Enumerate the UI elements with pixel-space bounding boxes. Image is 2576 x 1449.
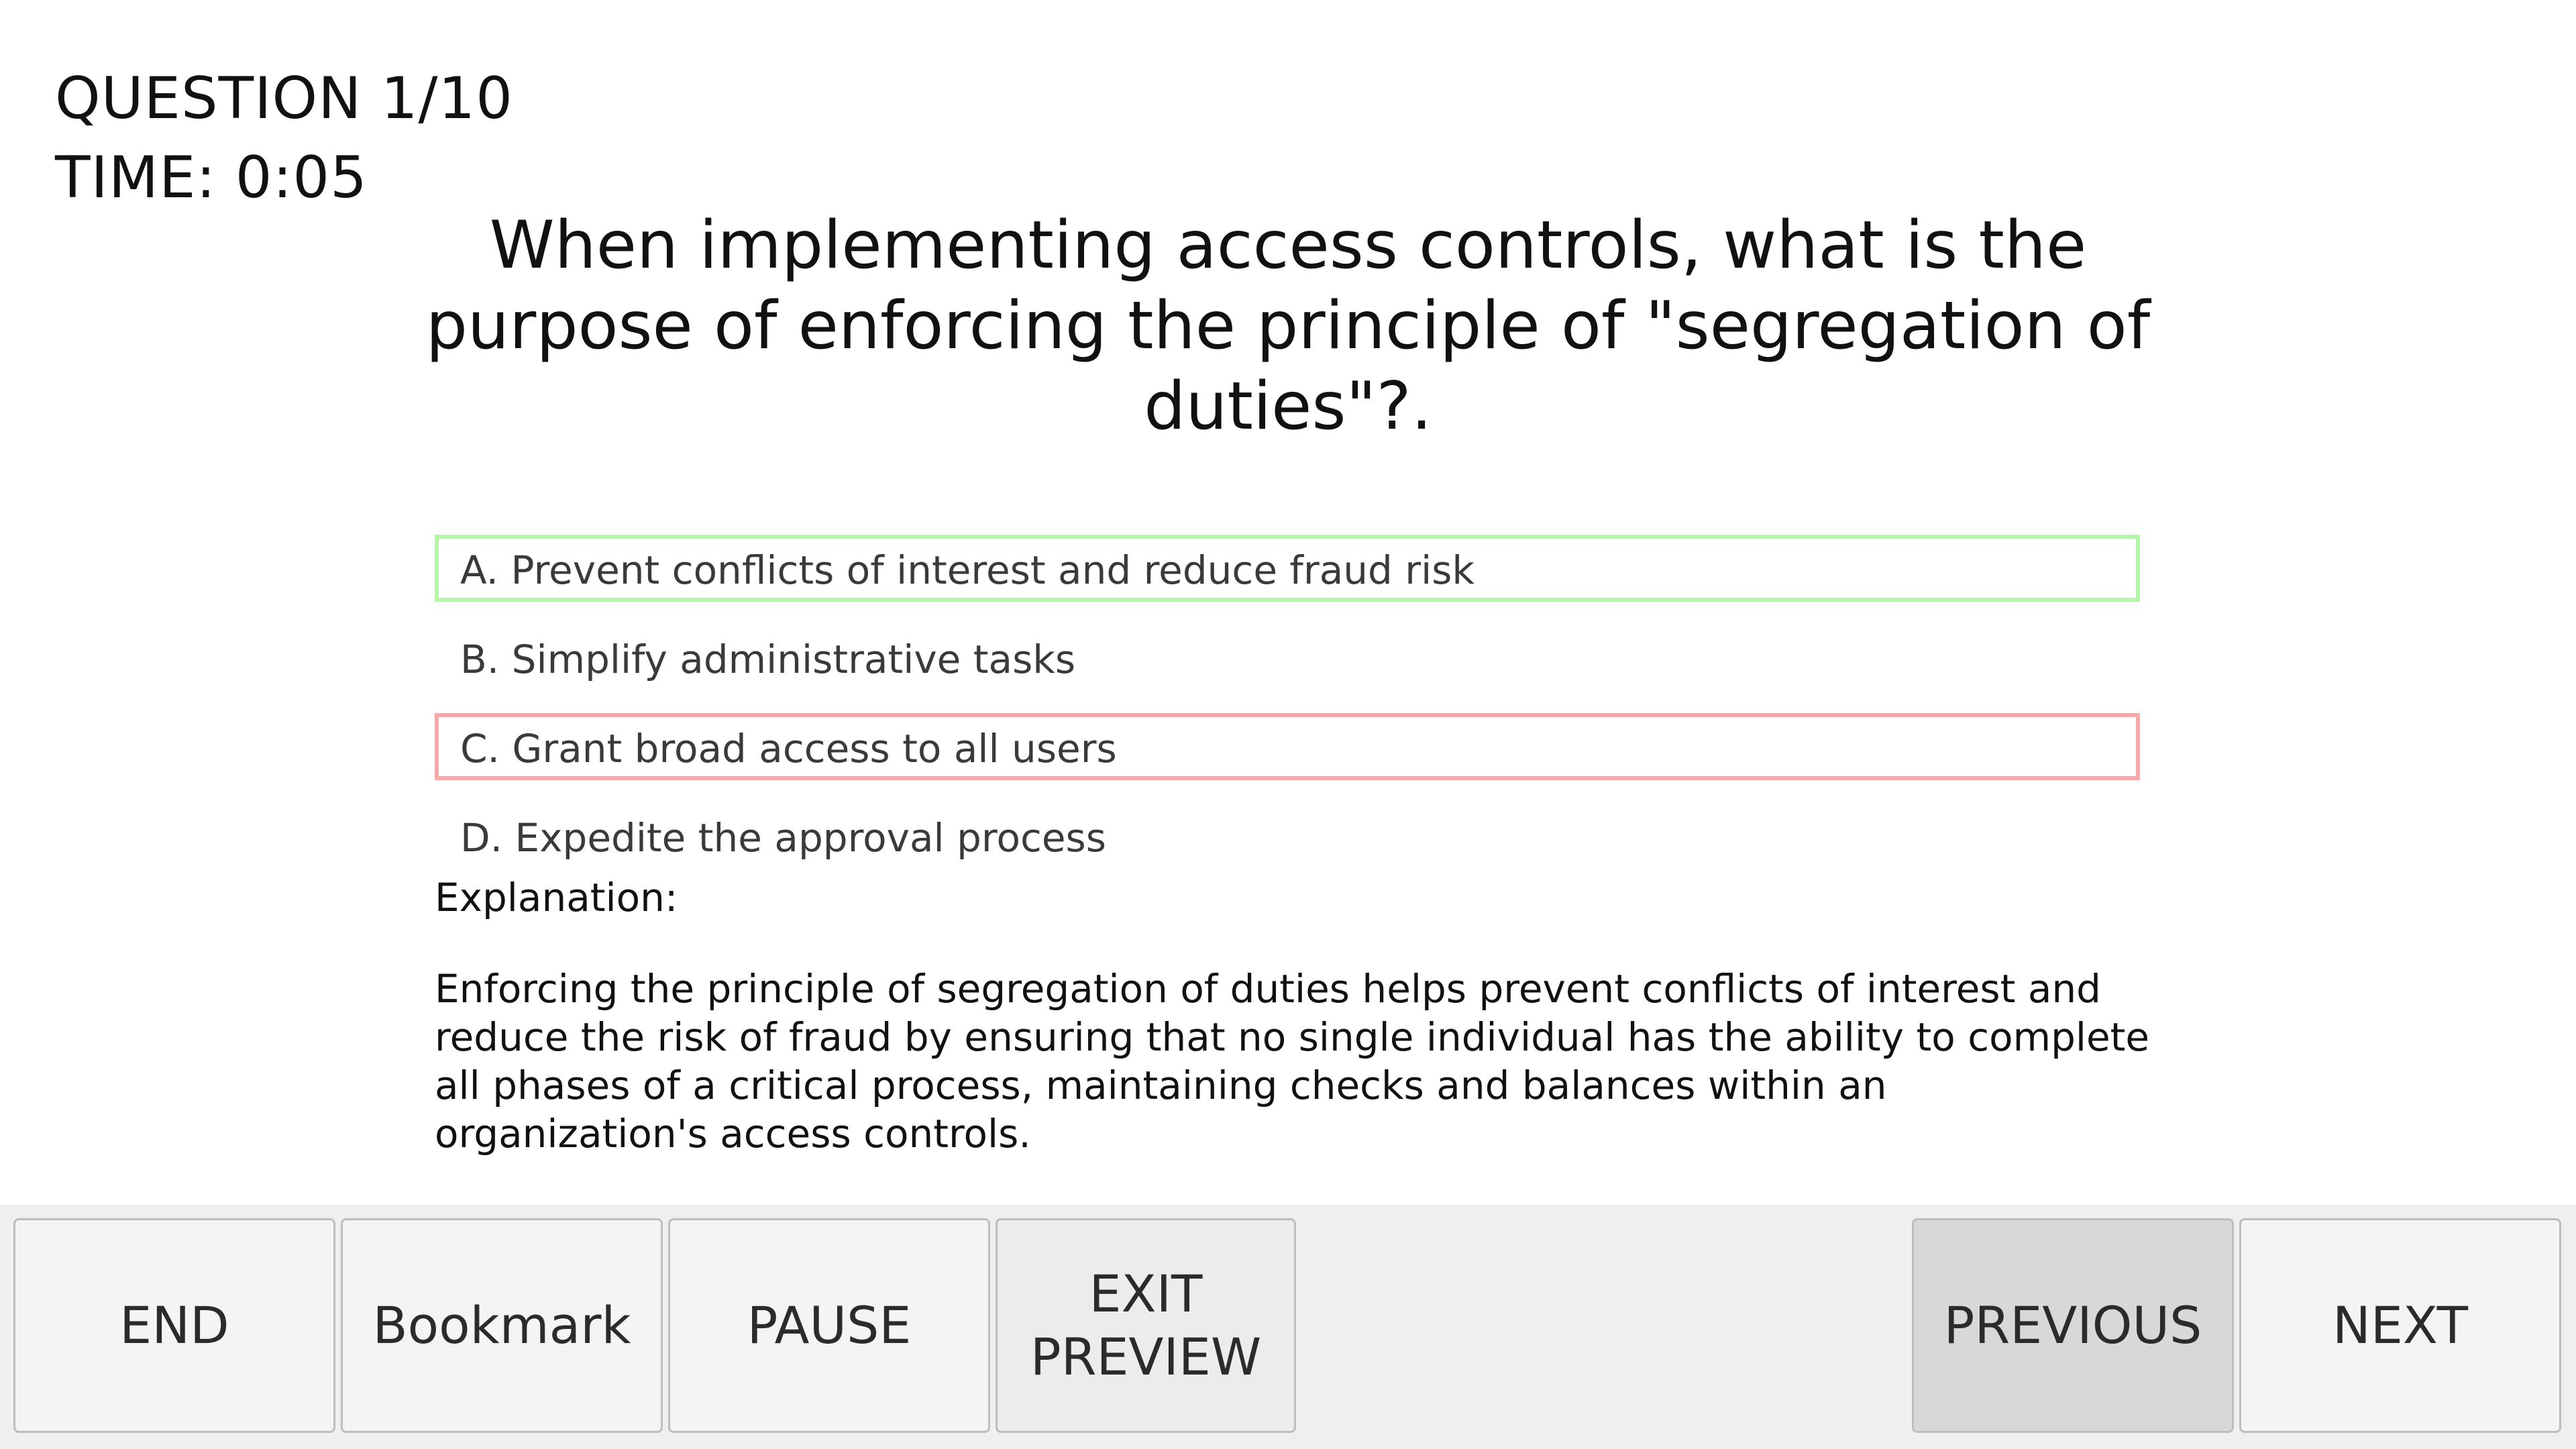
question-counter: QUESTION 1/10 [55,65,513,132]
bottom-toolbar [0,1205,2576,1449]
end-button[interactable]: END [13,1218,335,1433]
bookmark-button[interactable]: Bookmark [341,1218,663,1433]
quiz-header [55,59,513,217]
exit-preview-button[interactable] [996,1218,1296,1433]
exit-preview-label-line2: PREVIEW [1030,1327,1262,1387]
option-b[interactable]: B. Simplify administrative tasks [460,637,1076,682]
previous-button[interactable]: PREVIOUS [1912,1218,2234,1433]
answer-options [435,535,2140,892]
pause-button[interactable]: PAUSE [668,1218,990,1433]
option-c[interactable]: C. Grant broad access to all users [435,713,2140,780]
option-a[interactable]: A. Prevent conflicts of interest and reduce fraud risk [435,535,2140,602]
question-text: When implementing access controls, what is the purpose of enforcing the principle of "segregation of duties"?. [425,207,2151,445]
timer: TIME: 0:05 [55,144,368,211]
option-d[interactable]: D. Expedite the approval process [460,815,1106,861]
exit-preview-label-line1: EXIT [1089,1264,1203,1324]
explanation-text: Enforcing the principle of segregation of duties helps prevent conflicts of interest and reduce the risk of fraud by ensuring that no single individual has the ability to complete all phases of a critical process, maintaining checks and balances within an organization's access controls. [435,966,2150,1157]
next-button[interactable]: NEXT [2239,1218,2561,1433]
explanation-label: Explanation: [435,875,678,920]
